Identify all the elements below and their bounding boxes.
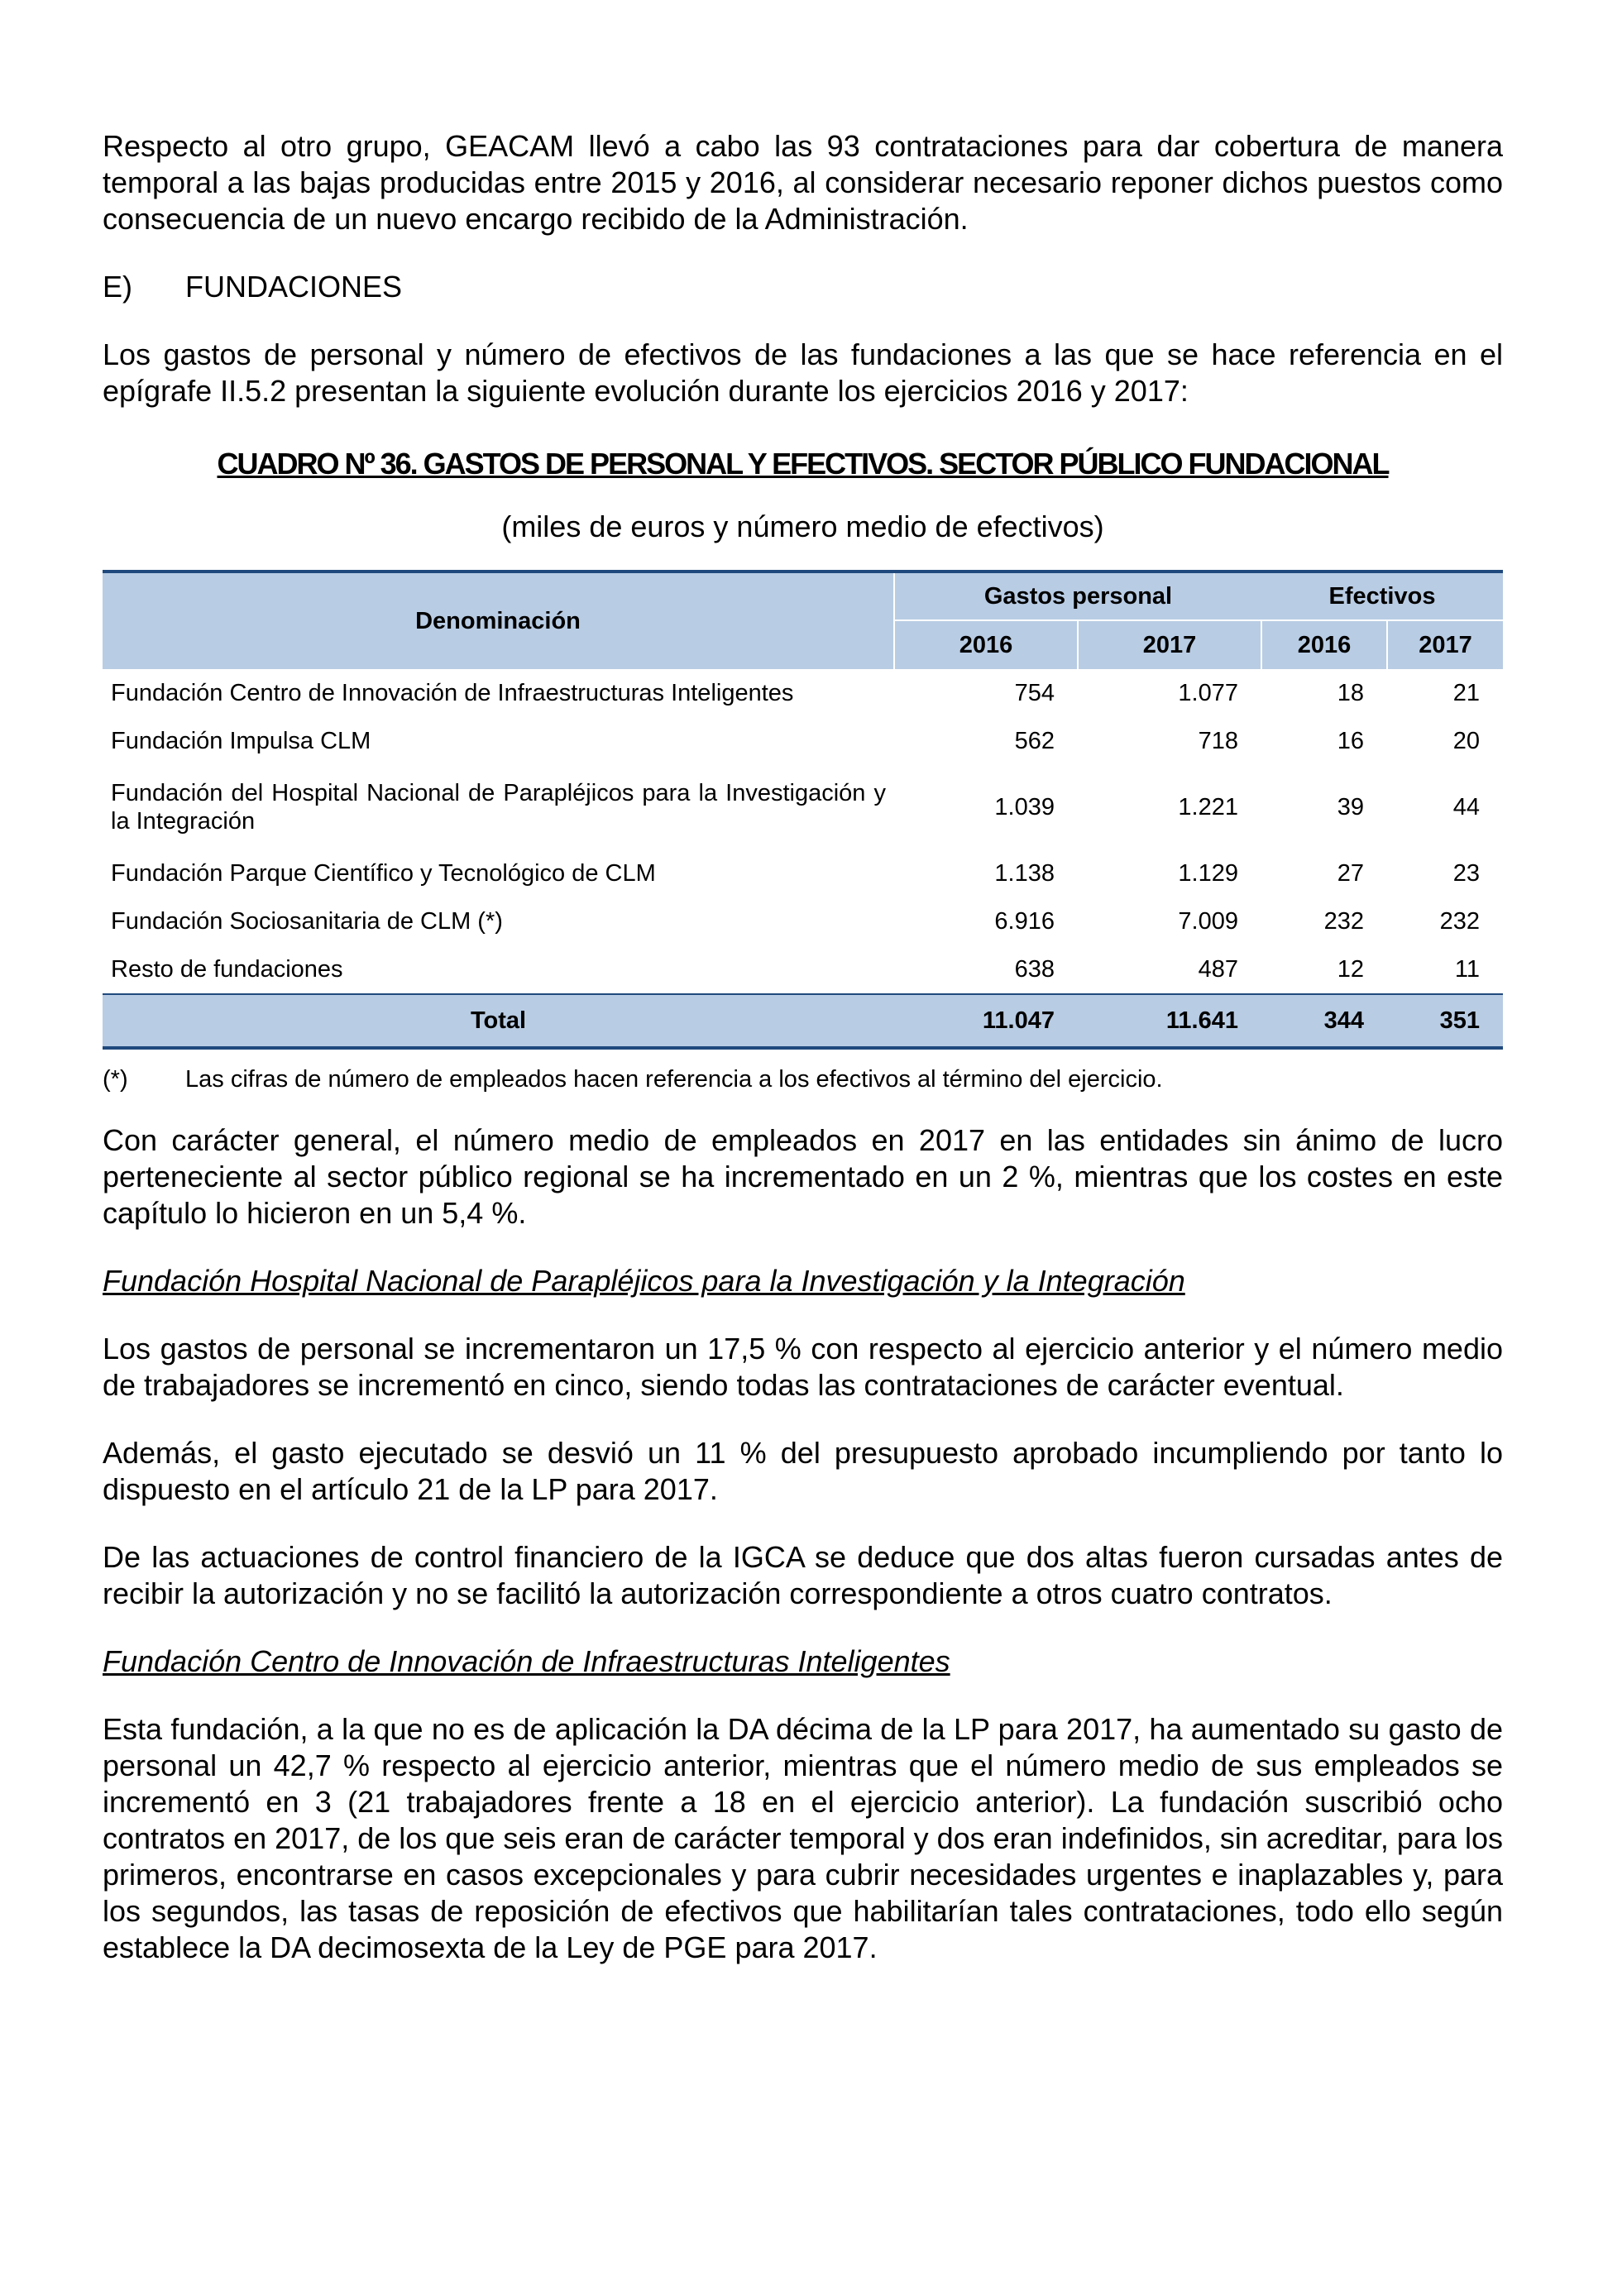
- paragraph-centro-innovacion: Esta fundación, a la que no es de aplicación la DA décima de la LP para 2017, ha aumentado su gasto de personal un 42,7 % respecto al ejercicio anterior, mientras que el número medio de sus empleados se incrementó en 3 (21 trabajadores frente a 18 en el ejercicio anterior). La fundación suscribió ocho contratos en 2017, de los que seis eran de carácter temporal y dos eran indefinidos, sin acreditar, para los primeros, encontrarse en casos excepcionales y para cubrir necesidades urgentes e inaplazables y, para los segundos, las tasas de reposición de efectivos que habilitarían tales contrataciones, todo ello según establece la DA decimosexta de la Ley de PGE para 2017.: [103, 1712, 1503, 1964]
- section-title: FUNDACIONES: [185, 270, 403, 304]
- header-gastos-personal: Gastos personal: [894, 572, 1261, 620]
- paragraph-general: Con carácter general, el número medio de empleados en 2017 en las entidades sin ánimo de lucro perteneciente al sector público regional se ha incrementado en un 2 %, mientras que los costes en este capítulo lo hicieron en un 5,4 %.: [103, 1123, 1503, 1230]
- subheading-hospital-paraplejicos: Fundación Hospital Nacional de Parapléjicos para la Investigación y la Integración: [103, 1264, 1185, 1298]
- row-gastos-2017: 1.129: [1178, 859, 1238, 887]
- row-name: Resto de fundaciones: [111, 955, 343, 983]
- paragraph-hospital-igca: De las actuaciones de control financiero de la IGCA se deduce que dos altas fueron cursadas antes de recibir la autorización y no se facilitó la autorización correspondiente a otros cuatro contratos.: [103, 1540, 1503, 1610]
- row-efectivos-2017: 20: [1452, 727, 1480, 754]
- table-row: [103, 717, 1503, 765]
- document-page: [103, 128, 1503, 1966]
- row-gastos-2017: 1.221: [1178, 793, 1238, 820]
- header-efectivos-2017: 2017: [1387, 620, 1503, 669]
- header-denominacion: Denominación: [103, 572, 894, 669]
- section-letter: E): [103, 270, 132, 304]
- paragraph-geacam: Respecto al otro grupo, GEACAM llevó a cabo las 93 contrataciones para dar cobertura de manera temporal a las bajas producidas entre 2015 y 2016, al considerar necesario reponer dichos puestos como consecuencia de un nuevo encargo recibido de la Administración.: [103, 129, 1503, 236]
- row-name: Fundación Parque Científico y Tecnológico de CLM: [111, 859, 656, 887]
- total-gastos-2016: 11.047: [894, 994, 1078, 1048]
- section-heading: [103, 269, 1503, 305]
- paragraph-hospital-gastos: Los gastos de personal se incrementaron un 17,5 % con respecto al ejercicio anterior y el número medio de trabajadores se incrementó en cinco, siendo todas las contrataciones de carácter eventual.: [103, 1332, 1503, 1402]
- header-efectivos: Efectivos: [1261, 572, 1503, 620]
- total-efectivos-2016: 344: [1261, 994, 1387, 1048]
- table-row: [103, 849, 1503, 897]
- paragraph-hospital-desvio: Además, el gasto ejecutado se desvió un 11 % del presupuesto aprobado incumpliendo por tanto lo dispuesto en el artículo 21 de la LP para 2017.: [103, 1436, 1503, 1506]
- row-gastos-2016: 754: [1014, 679, 1055, 706]
- row-gastos-2016: 1.039: [994, 793, 1055, 820]
- row-efectivos-2016: 16: [1337, 727, 1364, 754]
- total-efectivos-2017: 351: [1387, 994, 1503, 1048]
- total-gastos-2017: 11.641: [1078, 994, 1261, 1048]
- row-efectivos-2017: 44: [1452, 793, 1480, 820]
- table-row: [103, 897, 1503, 945]
- row-efectivos-2017: 232: [1439, 907, 1480, 935]
- table-title: CUADRO Nº 36. GASTOS DE PERSONAL Y EFECTIVOS. SECTOR PÚBLICO FUNDACIONAL: [217, 447, 1389, 481]
- table-footnote: [103, 1064, 1503, 1094]
- row-efectivos-2016: 27: [1337, 859, 1364, 887]
- row-name: Fundación del Hospital Nacional de Parapléjicos para la Investigación y la Integración: [111, 780, 886, 835]
- row-gastos-2017: 7.009: [1178, 907, 1238, 935]
- paragraph-intro-table: Los gastos de personal y número de efectivos de las fundaciones a las que se hace referencia en el epígrafe II.5.2 presentan la siguiente evolución durante los ejercicios 2016 y 2017:: [103, 337, 1503, 408]
- row-gastos-2017: 718: [1198, 727, 1238, 754]
- header-gastos-2016: 2016: [894, 620, 1078, 669]
- row-efectivos-2017: 21: [1452, 679, 1480, 706]
- row-gastos-2016: 638: [1014, 955, 1055, 983]
- row-gastos-2016: 6.916: [994, 907, 1055, 935]
- row-efectivos-2016: 18: [1337, 679, 1364, 706]
- footnote-text: Las cifras de número de empleados hacen referencia a los efectivos al término del ejercicio.: [185, 1066, 1163, 1093]
- row-efectivos-2017: 11: [1454, 955, 1480, 983]
- personnel-table: [103, 570, 1503, 1050]
- subheading-centro-innovacion: Fundación Centro de Innovación de Infraestructuras Inteligentes: [103, 1644, 950, 1678]
- row-gastos-2016: 1.138: [994, 859, 1055, 887]
- header-efectivos-2016: 2016: [1261, 620, 1387, 669]
- header-gastos-2017: 2017: [1078, 620, 1261, 669]
- row-efectivos-2016: 232: [1323, 907, 1364, 935]
- row-gastos-2017: 487: [1198, 955, 1238, 983]
- total-label: Total: [103, 994, 894, 1048]
- row-efectivos-2016: 39: [1337, 793, 1364, 820]
- table-subtitle: (miles de euros y número medio de efectivos): [501, 509, 1104, 543]
- row-gastos-2016: 562: [1014, 727, 1055, 754]
- row-name: Fundación Impulsa CLM: [111, 727, 371, 754]
- table-row: [103, 669, 1503, 717]
- total-row: [103, 994, 1503, 1048]
- row-efectivos-2017: 23: [1452, 859, 1480, 887]
- table-row: [103, 945, 1503, 994]
- row-gastos-2017: 1.077: [1178, 679, 1238, 706]
- row-name: Fundación Sociosanitaria de CLM (*): [111, 907, 503, 935]
- footnote-mark: (*): [103, 1066, 128, 1093]
- table-row: [103, 765, 1503, 849]
- row-efectivos-2016: 12: [1337, 955, 1364, 983]
- row-name: Fundación Centro de Innovación de Infraestructuras Inteligentes: [111, 679, 794, 706]
